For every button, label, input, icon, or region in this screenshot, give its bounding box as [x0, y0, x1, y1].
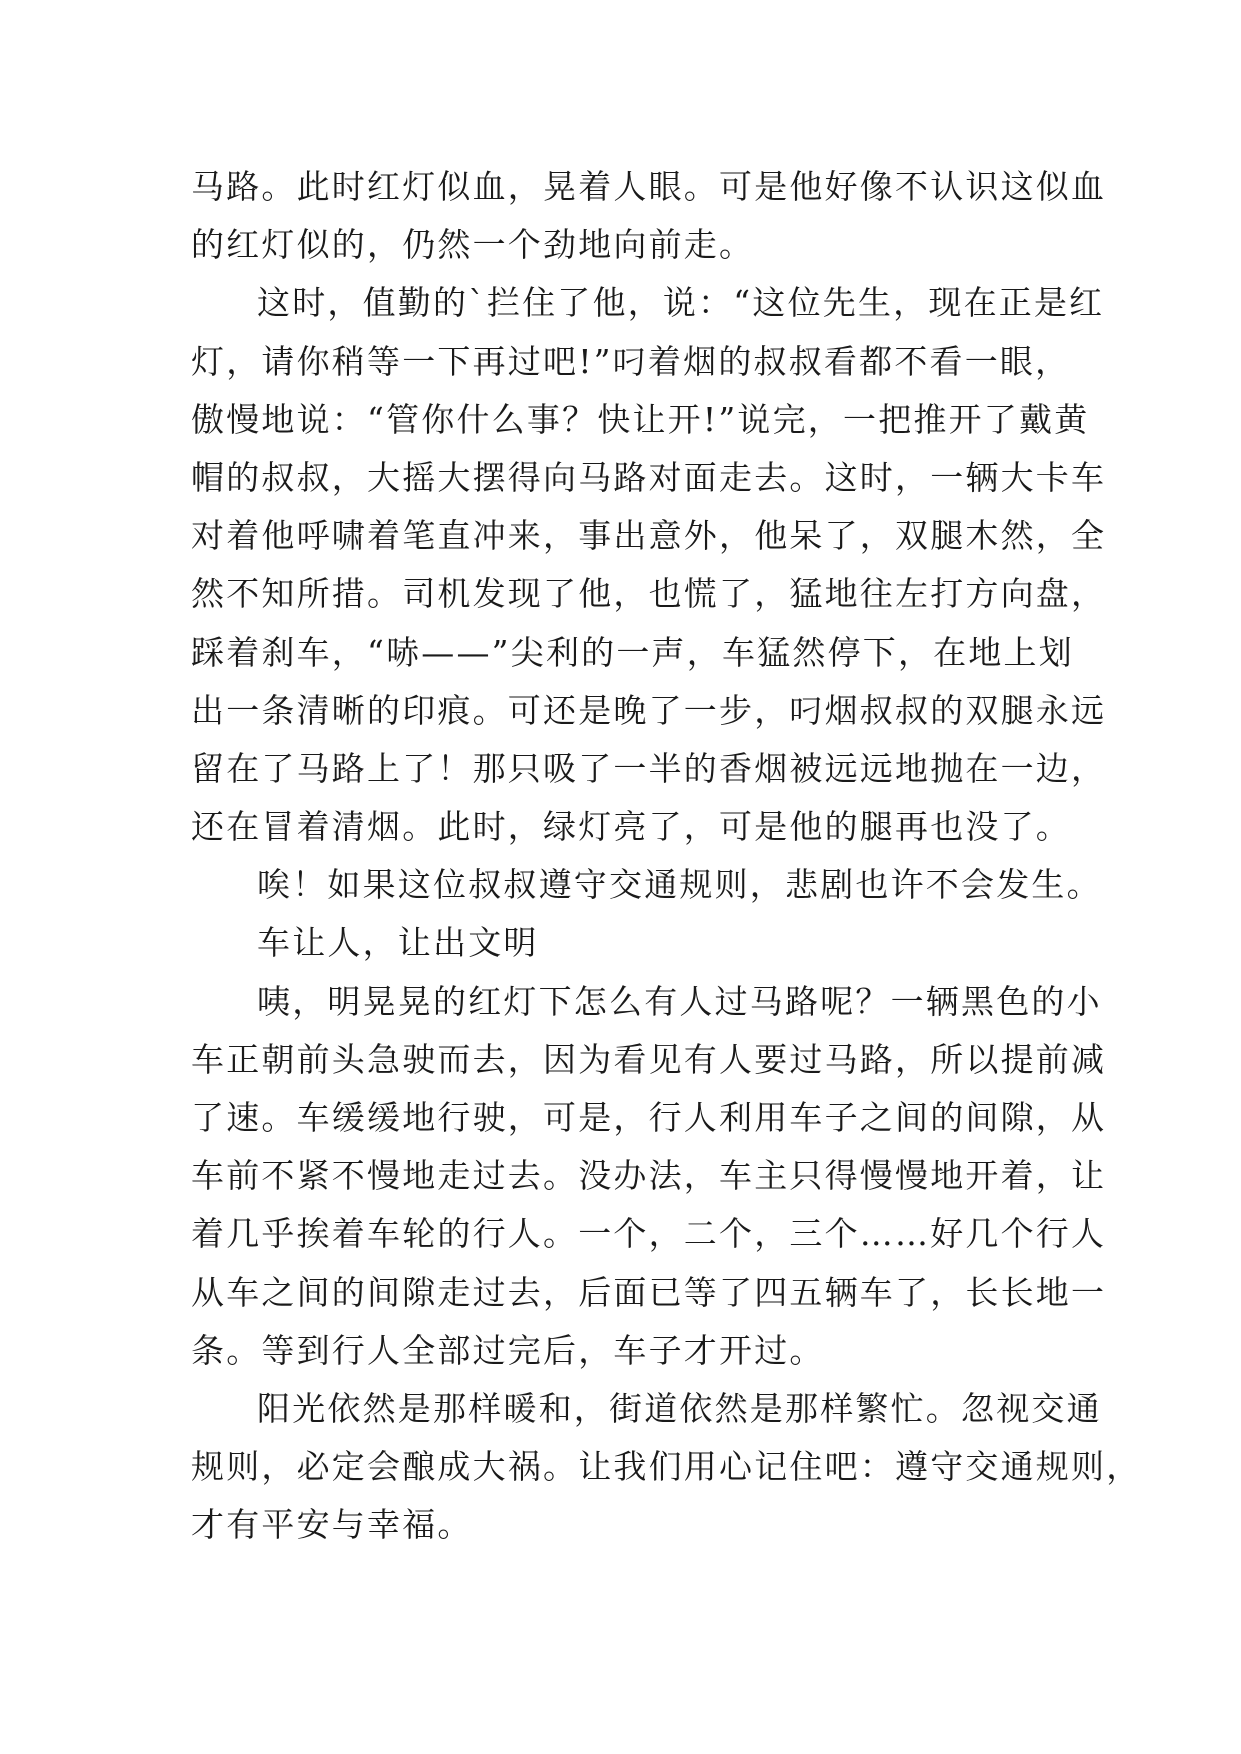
text-line: 对着他呼啸着笔直冲来，事出意外，他呆了，双腿木然，全 — [191, 516, 1107, 556]
text-line: 踩着刹车，“哧——”尖利的一声，车猛然停下，在地上划 — [191, 632, 1074, 672]
text-line: 才有平安与幸福。 — [191, 1505, 473, 1545]
text-line: 灯，请你稍等一下再过吧!”叼着烟的叔叔看都不看一眼， — [191, 341, 1071, 381]
text-line: 唉！如果这位叔叔遵守交通规则，悲剧也许不会发生。 — [257, 865, 1102, 905]
text-line: 然不知所措。司机发现了他，也慌了，猛地往左打方向盘， — [191, 574, 1107, 614]
text-line: 从车之间的间隙走过去，后面已等了四五辆车了，长长地一 — [191, 1272, 1107, 1312]
text-line: 帽的叔叔，大摇大摆得向马路对面走去。这时，一辆大卡车 — [191, 457, 1107, 497]
text-line: 留在了马路上了！那只吸了一半的香烟被远远地抛在一边， — [191, 748, 1107, 788]
text-line: 出一条清晰的印痕。可还是晚了一步，叼烟叔叔的双腿永远 — [191, 690, 1107, 730]
text-line: 还在冒着清烟。此时，绿灯亮了，可是他的腿再也没了。 — [191, 807, 1071, 847]
body-text — [191, 158, 1142, 1555]
text-line: 着几乎挨着车轮的行人。一个，二个，三个……好几个行人 — [191, 1214, 1107, 1254]
text-line: 车前不紧不慢地走过去。没办法，车主只得慢慢地开着，让 — [191, 1156, 1107, 1196]
text-line: 阳光依然是那样暖和，街道依然是那样繁忙。忽视交通 — [257, 1388, 1102, 1428]
text-line: 咦，明晃晃的红灯下怎么有人过马路呢？一辆黑色的小 — [257, 981, 1102, 1021]
text-line: 傲慢地说：“管你什么事？快让开!”说完，一把推开了戴黄 — [191, 399, 1090, 439]
text-line: 车正朝前头急驶而去，因为看见有人要过马路，所以提前减 — [191, 1039, 1107, 1079]
text-line: 这时，值勤的`拦住了他，说：“这位先生，现在正是红 — [257, 283, 1105, 323]
text-line: 马路。此时红灯似血，晃着人眼。可是他好像不认识这似血 — [191, 167, 1107, 206]
section-heading: 车让人，让出文明 — [257, 923, 539, 963]
text-line: 了速。车缓缓地行驶，可是，行人利用车子之间的间隙，从 — [191, 1098, 1107, 1137]
text-line: 条。等到行人全部过完后，车子才开过。 — [191, 1330, 825, 1370]
text-line: 的红灯似的，仍然一个劲地向前走。 — [191, 225, 755, 265]
text-line: 规则，必定会酿成大祸。让我们用心记住吧：遵守交通规则， — [191, 1447, 1142, 1487]
